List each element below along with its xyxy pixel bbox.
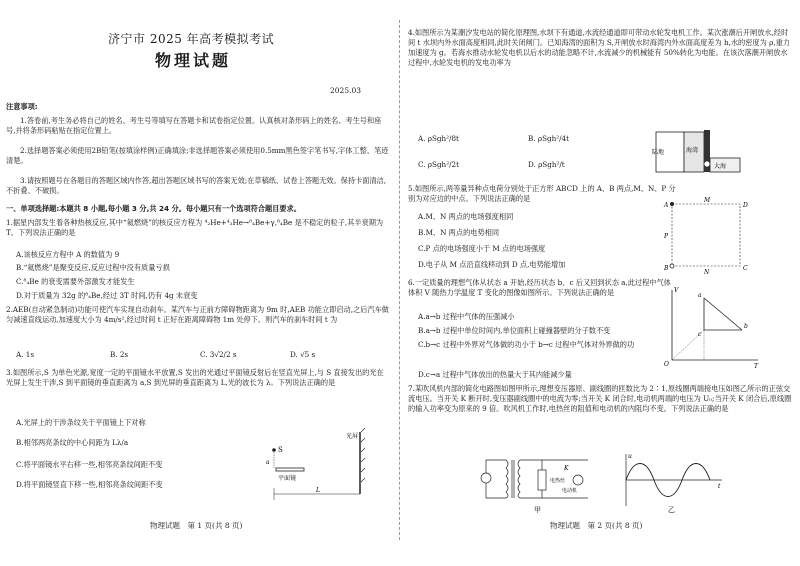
q3-option-c: C.将平面镜水平右移一些,相邻亮条纹间距不变 [16, 460, 163, 469]
q4-option-c: C. ρSgh²/2t [418, 160, 459, 169]
q4-bay-label: 海湾 [686, 147, 699, 154]
q5-label-c: C [743, 265, 748, 272]
q1-option-c: C.⁸₄Be 的衰变需要外部激发才能发生 [16, 277, 135, 286]
q7-heater-label: 电热丝 [550, 478, 566, 484]
q7-motor-label: 电动机 [562, 488, 578, 494]
q7-fig-yi: 乙 [668, 506, 675, 514]
heater-resistor [538, 470, 546, 490]
q5-label-p: P [664, 233, 669, 240]
q6-label-a: a [698, 292, 702, 299]
q7-stem: 7.某吹风机内部的简化电路图如图甲所示,理想变压器原、副线圈的匝数比为 2∶1,原线圈两端接电压如图乙所示的正弦交流电压。当开关 K 断开时,变压器副线圈中的电流为零;当开关 K 闭合时,电动机两端的电压为 U₀;当开关 K 闭合后,原线圈的输入功率变为原来的 9 倍。吹风机工作时,电热丝的阻值和电动机的内阻均不变。下列说法正确的是 [408, 384, 792, 413]
q2-option-c: C. 3√2/2 s [200, 350, 237, 359]
q7-axis-u: u [628, 453, 632, 460]
q6-label-b: b [744, 323, 748, 330]
q6-stem: 6.一定质量的理想气体从状态 a 开始,经历状态 b、c 后又回到状态 a,此过程中气体体积 V 随热力学温度 T 变化的图像如图所示。下列说法正确的是 [408, 278, 671, 297]
q6-option-d: D.c→a 过程中气体放出的热量大于其内能减少量 [418, 370, 572, 379]
q1-option-b: B.“氦燃烧”是聚变反应,反应过程中没有质量亏损 [16, 263, 170, 272]
q3-height-label: a [266, 459, 270, 466]
q5-label-m: M [704, 197, 711, 204]
q5-label-d: D [743, 202, 748, 209]
q6-axis-v: V [674, 287, 679, 294]
q4-option-d: D. ρSgh²/t [528, 160, 565, 169]
q3-option-b: B.相邻两亮条纹的中心间距为 Lλ/a [16, 438, 129, 447]
q4-sea-label: 大海 [714, 163, 727, 170]
q3-option-a: A.光屏上的干涉条纹关于平面镜上下对称 [16, 418, 146, 427]
q5-figure [662, 196, 752, 276]
q3-mirror-label: 平面镜 [278, 475, 297, 482]
q7-fig-jia: 甲 [534, 506, 541, 514]
q6-figure [662, 284, 762, 368]
exam-title: 济宁市 2025 年高考模拟考试 [108, 32, 275, 46]
subject-title: 物理试题 [155, 51, 232, 70]
q3-distance-label: L [316, 487, 320, 494]
q4-land-label: 陆地 [652, 149, 665, 156]
page-2 [400, 0, 800, 566]
notice-1: 1.答卷前,考生务必将自己的姓名、考生号等填写在答题卡和试卷指定位置。认真核对条形码上的姓名、考生号和座号,并将条形码粘贴在指定位置上。 [6, 116, 382, 135]
q5-label-b: B [664, 265, 669, 272]
page-2-footer: 物理试题 第 2 页(共 8 页) [550, 521, 643, 530]
turbine-icon [704, 161, 710, 167]
notice-3: 3.请按照题号在各题目的答题区域内作答,超出答题区域书写的答案无效;在草稿纸、试卷上答题无效。保持卡面清洁,不折叠、不破损。 [6, 176, 387, 195]
q5-label-a: A [664, 202, 669, 209]
q6-axis-t: T [754, 363, 759, 368]
q5-label-n: N [704, 269, 710, 276]
q1-option-a: A.该核反应方程中 A 的数值为 9 [16, 250, 120, 259]
q7-switch-label: K [564, 465, 569, 472]
q6-option-c: C.b→c 过程中外界对气体做的功小于 b→c 过程中气体对外界做的功 [418, 340, 635, 349]
q6-option-a: A.a→b 过程中气体的压强减小 [418, 312, 515, 321]
q5-option-d: D.电子从 M 点沿直线移动到 D 点,电势能增加 [418, 260, 566, 269]
notice-2: 2.选择题答案必须使用2B铅笔(按填涂样例)正确填涂;非选择题答案必须使用0.5mm黑色签字笔书写,字体工整、笔迹清楚。 [6, 146, 389, 165]
motor-icon [573, 475, 583, 485]
notice-title: 注意事项: [6, 102, 38, 111]
q6-origin: O [664, 361, 669, 368]
light-source-icon [272, 448, 276, 452]
plane-mirror [276, 468, 304, 471]
q7-circuit-figure [478, 452, 598, 514]
q1-stem: 1.据星内部发生着各种热核反应,其中“氦燃烧”的核反应方程为 ⁴₂He+⁴₂He→⁸₄Be+γ,⁸₄Be 是不稳定的粒子,其半衰期为 T。下列说法正确的是 [6, 218, 384, 237]
q6-label-c: c [698, 331, 702, 338]
q5-option-a: A.M、N 两点的电场强度相同 [418, 212, 514, 221]
q4-option-b: B. ρSgh²/4t [528, 134, 569, 143]
page-1-footer: 物理试题 第 1 页(共 8 页) [150, 521, 243, 530]
q2-option-a: A. 1s [16, 350, 35, 359]
section-1-heading: 一、单项选择题:本题共 8 小题,每小题 3 分,共 24 分。每小题只有一个选项符合题目要求。 [6, 204, 301, 213]
q3-screen-label: 光屏 [345, 433, 358, 440]
q2-option-d: D. √5 s [290, 350, 316, 359]
q2-stem: 2.AEB(自动紧急制动)功能可使汽车实现自动刹车。某汽车与正前方障碍物距离为 9m 时,AEB 功能立即启动,之后汽车做匀减速直线运动,加速度大小为 4m/s²,经过时间 t 正好在距离障碍物 1m 处停下。则汽车的刹车时间 t 为 [6, 305, 389, 324]
q3-option-d: D.将平面镜竖直下移一些,相邻亮条纹间距不变 [16, 480, 163, 489]
exam-date: 2025.03 [330, 86, 362, 95]
q5-option-b: B.M、N 两点的电势相同 [418, 228, 500, 237]
q1-option-d: D.对于质量为 32g 的⁸₄Be,经过 3T 时间,仍有 4g 未衰变 [16, 291, 198, 300]
q2-option-b: B. 2s [110, 350, 129, 359]
q5-option-c: C.P 点的电场强度小于 M 点的电场强度 [418, 244, 546, 253]
q6-option-b: B.a→b 过程中单位时间内,单位面积上碰撞器壁的分子数不变 [418, 326, 611, 335]
q3-stem: 3.如图所示,S 为单色光源,宽度一定的平面镜水平放置,S 发出的光通过平面镜反射后在竖直光屏上,与 S 直接发出的光在光屏上发生干涉,S 到平面镜的垂直距离为 a,S 到光屏的垂直距离为 L,光的波长为 λ。下列说法正确的是 [6, 368, 384, 387]
ac-source-icon [481, 473, 491, 483]
q3-source-label: S [278, 446, 283, 454]
q7-voltage-graph [618, 450, 728, 516]
q7-axis-t: t [718, 483, 721, 490]
q4-option-a: A. ρSgh²/8t [418, 134, 459, 143]
q4-figure [650, 128, 750, 176]
q3-figure [262, 428, 372, 508]
q5-stem: 5.如图所示,两等量异种点电荷分别处于正方形 ABCD 上的 A、B 两点,M、N、P 分别为对应边的中点。下列说法正确的是 [408, 184, 676, 203]
q4-stem: 4.如图所示为某潮汐发电站的简化原理图,水坝下有通道,水流经通道即可带动水轮发电机工作。某次涨潮后开闸放水,经时间 t 水坝内外水面高度相同,此时关闭闸门。已知海湾的面积为 S,开闸放水时海湾内外水面高度差为 h,水的密度为 ρ,重力加速度为 g。若海水推动水轮发电机以后水的动能忽略不计,水流减少的机械能有 50%转化为电能。在该次落潮开闸放水过程中,水轮发电机的发电功率为 [408, 28, 790, 67]
